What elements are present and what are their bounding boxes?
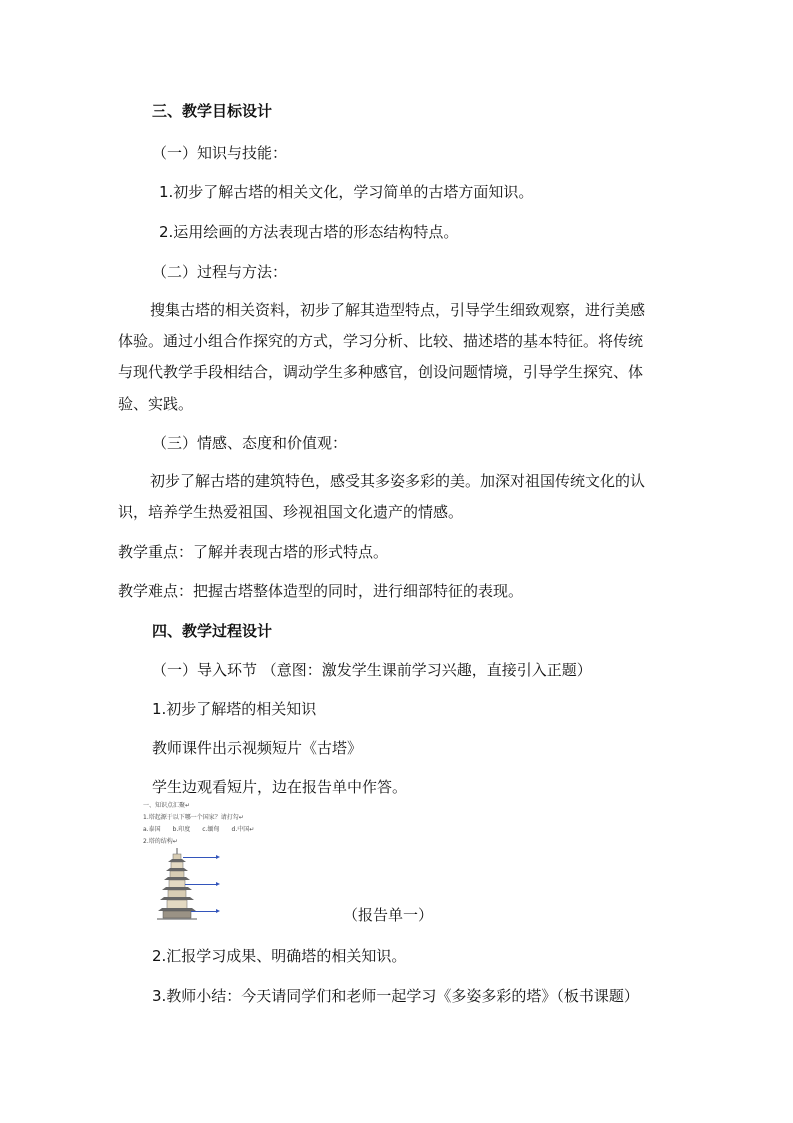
report-sheet-line: 1.塔起源于以下哪一个国家？请打勾↵: [143, 814, 244, 821]
process-step-1-teacher: 教师课件出示视频短片《古塔》: [152, 739, 363, 757]
goal-item-2: 2.运用绘画的方法表现古塔的形态结构特点。: [159, 223, 459, 241]
para3-line: 识，培养学生热爱祖国、珍视祖国文化遗产的情感。: [118, 503, 464, 521]
arrow-icon: [191, 911, 217, 912]
report-sheet-figure: [143, 800, 343, 922]
para2-line: 体验。通过小组合作探究的方式，学习分析、比较、描述塔的基本特征。将传统: [118, 332, 644, 350]
para2-line: 与现代教学手段相结合，调动学生多种感官，创设问题情境，引导学生探究、体: [118, 363, 644, 381]
section4-heading: 四、教学过程设计: [152, 622, 273, 640]
report-sheet-line: 一、知识点汇聚↵: [143, 802, 191, 809]
para2-line: 验、实践。: [118, 395, 194, 413]
subsection-introduction: （一）导入环节 （意图：激发学生课前学习兴趣，直接引入正题）: [152, 661, 592, 679]
goal-item-1: 1.初步了解古塔的相关文化，学习简单的古塔方面知识。: [159, 183, 534, 201]
subsection-process-methods: （二）过程与方法：: [152, 263, 288, 281]
para3-line: 初步了解古塔的建筑特色，感受其多姿多彩的美。加深对祖国传统文化的认: [150, 472, 646, 490]
report-sheet-line: 2.塔的结构↵: [143, 838, 178, 845]
arrow-icon: [185, 884, 217, 885]
para2-line: 搜集古塔的相关资料，初步了解其造型特点，引导学生细致观察，进行美感: [150, 301, 646, 319]
arrow-icon: [183, 857, 217, 858]
report-sheet-caption: （报告单一）: [343, 906, 434, 924]
process-step-1-students: 学生边观看短片，边在报告单中作答。: [152, 778, 408, 796]
process-step-1: 1.初步了解塔的相关知识: [152, 700, 317, 718]
process-step-3: 3.教师小结：今天请同学们和老师一起学习《多姿多彩的塔》（板书课题）: [152, 987, 639, 1005]
teaching-key-point: 教学重点：了解并表现古塔的形式特点。: [118, 543, 389, 561]
process-step-2: 2.汇报学习成果、明确塔的相关知识。: [152, 947, 407, 965]
report-sheet-line: a.泰国 b.印度 c.缅甸 d.中国↵: [143, 826, 255, 833]
section3-heading: 三、教学目标设计: [152, 102, 273, 120]
teaching-difficult-point: 教学难点：把握古塔整体造型的同时，进行细部特征的表现。: [118, 582, 524, 600]
subsection-knowledge-skills: （一）知识与技能：: [152, 144, 288, 162]
subsection-emotion-values: （三）情感、态度和价值观：: [152, 434, 348, 452]
